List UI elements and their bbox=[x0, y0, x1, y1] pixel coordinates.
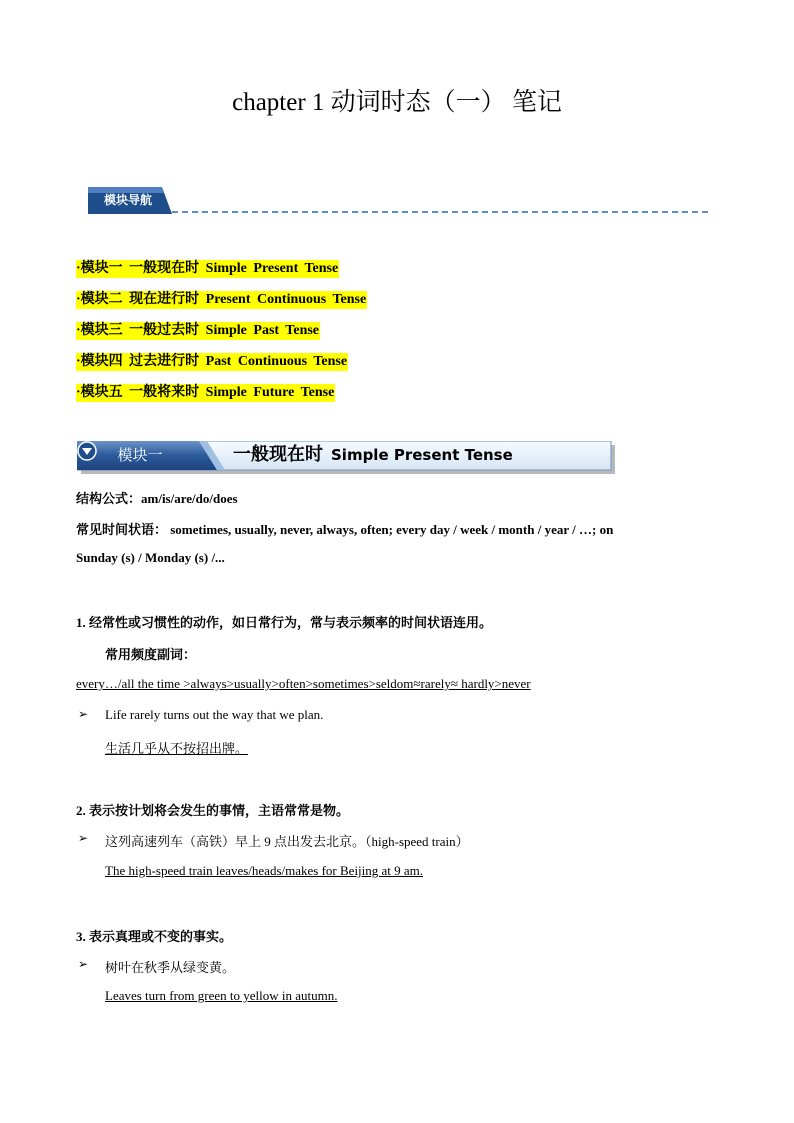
time-adverbs-line-2: Sunday (s) / Monday (s) /... bbox=[76, 550, 225, 565]
toc-item-label: ·模块二 现在进行时 Present Continuous Tense bbox=[76, 292, 367, 307]
example-1-en: Life rarely turns out the way that we plan. bbox=[105, 707, 324, 722]
module-title-cn: 一般现在时 bbox=[233, 444, 323, 465]
chevron-down-icon[interactable] bbox=[77, 441, 97, 461]
toc-item-label: ·模块四 过去进行时 Past Continuous Tense bbox=[76, 354, 348, 369]
module-bar-label: 模块一 bbox=[117, 446, 163, 464]
module-nav-tab bbox=[88, 187, 172, 214]
toc-item[interactable] bbox=[76, 350, 367, 381]
point-3-heading: 3. 表示真理或不变的事实。 bbox=[76, 929, 233, 944]
module-header-bar bbox=[77, 441, 615, 474]
toc-item[interactable] bbox=[76, 257, 367, 288]
toc-item-label: ·模块五 一般将来时 Simple Future Tense bbox=[76, 385, 335, 400]
nav-tab-label: 模块导航 bbox=[103, 193, 152, 207]
formula-line: 结构公式：am/is/are/do/does bbox=[76, 491, 238, 506]
toc-item-label: ·模块一 一般现在时 Simple Present Tense bbox=[76, 261, 339, 276]
arrow-bullet-icon: ➢ bbox=[78, 707, 89, 721]
time-adverbs-line: 常见时间状语： sometimes, usually, never, always, often; every day / week / month / year / …; on bbox=[76, 522, 614, 537]
toc-item[interactable] bbox=[76, 381, 367, 412]
module-toc bbox=[76, 257, 367, 412]
module-title-en: Simple Present Tense bbox=[331, 446, 513, 464]
toc-item-label: ·模块三 一般过去时 Simple Past Tense bbox=[76, 323, 320, 338]
example-2-cn: 这列高速列车（高铁）早上 9 点出发去北京。（high-speed train） bbox=[105, 834, 469, 849]
arrow-bullet-icon: ➢ bbox=[78, 831, 89, 845]
module-bar-title bbox=[233, 441, 513, 469]
example-3-cn: 树叶在秋季从绿变黄。 bbox=[105, 960, 236, 975]
toc-item[interactable] bbox=[76, 288, 367, 319]
point-2-heading: 2. 表示按计划将会发生的事情，主语常常是物。 bbox=[76, 803, 350, 818]
nav-divider bbox=[172, 211, 708, 213]
point-1-subheading: 常用频度副词： bbox=[105, 647, 197, 662]
example-3-en: Leaves turn from green to yellow in autumn. bbox=[105, 988, 338, 1003]
example-1-cn: 生活几乎从不按招出牌。 bbox=[105, 741, 249, 756]
toc-item[interactable] bbox=[76, 319, 367, 350]
example-2-en: The high-speed train leaves/heads/makes for Beijing at 9 am. bbox=[105, 863, 424, 878]
page-title: chapter 1 动词时态（一） 笔记 bbox=[232, 89, 562, 116]
point-1-heading: 1. 经常性或习惯性的动作，如日常行为，常与表示频率的时间状语连用。 bbox=[76, 615, 493, 630]
arrow-bullet-icon: ➢ bbox=[78, 957, 89, 971]
frequency-scale: every…/all the time >always>usually>often>sometimes>seldom≈rarely≈ hardly>never bbox=[76, 676, 531, 691]
